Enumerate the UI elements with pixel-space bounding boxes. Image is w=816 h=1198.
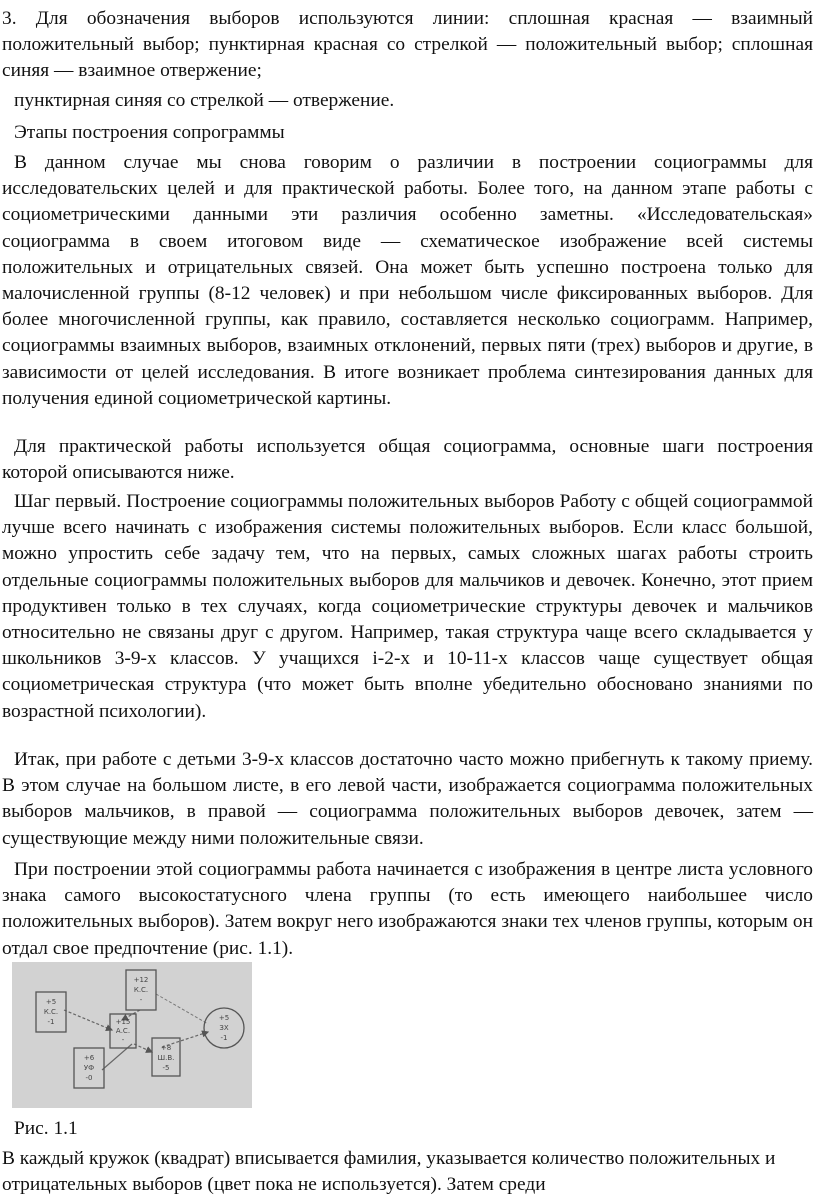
paragraph-6: Итак, при работе с детьми 3-9-х классов достаточно часто можно прибегнуть к такому приему. В этом случае на большом листе, в его левой части, изображается социограмма положительных выборов мальчиков, в правой — социограмма положительных выборов девочек, затем — существующие между ними положительные связи. [2,749,813,849]
node-label: - [121,1036,125,1044]
paragraph-5: Шаг первый. Построение социограммы положительных выборов Работу с общей социограммой лучше всего начинать с изображения системы положительных выборов. Если класс большой, можно упростить себе задачу тем, что на первых, самых сложных шагах работы строить отдельные социограммы положительных выборов для мальчиков и девочек. Конечно, этот прием продуктивен только в тех случаях, когда социометрические структуры девочек и мальчиков относительно не связаны друг с другом. Например, такая структура чаще всего складывается у школьников 3-9-х классов. У учащихся i-2-х и 10-11-х классов чаще существует общая социометрическая структура (что может быть вполне убедительно обосновано знаниями по возрастной психологии). [2,491,813,722]
node-label: -1 [220,1034,228,1042]
paragraph-8: В каждый кружок (квадрат) вписывается фамилия, указывается количество положительных и отрицательных выборов (цвет пока не используется). Затем среди [2,1148,776,1196]
node-label: +15 [115,1018,131,1026]
paragraph-3: В данном случае мы снова говорим о различии в построении социограммы для исследовательских целей и для практической работы. Более того, на данном этапе работы с социометрическими данными эти различия особенно заметны. «Исследовательская» социограмма в своем итоговом виде — схематическое изображение всей системы положительных и отрицательных связей. Она может быть успешно построена только для малочисленной группы (8-12 человек) и при небольшом числе фиксированных выборов. Для более многочисленной группы, как правило, составляется несколько социограмм. Например, социограммы взаимных выборов, взаимных отклонений, первых пяти (трех) выборов и другие, в зависимости от целей исследования. В итоге возникает проблема синтезирования данных для получения единой социометрической картины. [2,152,813,409]
node-label: -0 [85,1074,93,1082]
node-label: +12 [133,976,149,984]
node-label: +5 [218,1014,230,1022]
section-heading: Этапы построения сопрограммы [14,122,285,143]
sociogram-figure [12,962,252,1108]
figure-caption: Рис. 1.1 [14,1118,78,1139]
paragraph-1: 3. Для обозначения выборов используются линии: сплошная красная — взаимный положительный выбор; пунктирная красная со стрелкой — положительный выбор; сплошная синяя — взаимное отвержение; [2,8,813,82]
node-label: - [139,996,143,1004]
node-label: -5 [162,1064,170,1072]
node-label: А.С. [115,1027,131,1035]
node-label: Ш.В. [157,1054,175,1062]
paragraph-7: При построении этой социограммы работа начинается с изображения в центре листа условного знака самого высокостатусного члена группы (то есть имеющего наибольшее число положительных выборов). Затем вокруг него изображаются знаки тех членов группы, которым он отдал свое предпочтение (рис. 1.1). [2,859,813,959]
link-line [64,1010,112,1030]
link-line [134,1044,152,1052]
link-line [156,994,208,1024]
sociogram-diagram [12,962,252,1108]
node-label: +8 [160,1044,172,1052]
node-label: ЗХ [219,1024,229,1032]
paragraph-4: Для практической работы используется общая социограмма, основные шаги построения которой описываются ниже. [2,436,813,484]
node-label: +6 [83,1054,95,1062]
node-label: К.С. [133,986,149,994]
node-label: К.С. [43,1008,59,1016]
node-label: -1 [47,1018,55,1026]
node-label: УФ [83,1064,95,1072]
node-label: +5 [45,998,57,1006]
paragraph-2: пунктирная синяя со стрелкой — отвержение. [14,90,395,111]
